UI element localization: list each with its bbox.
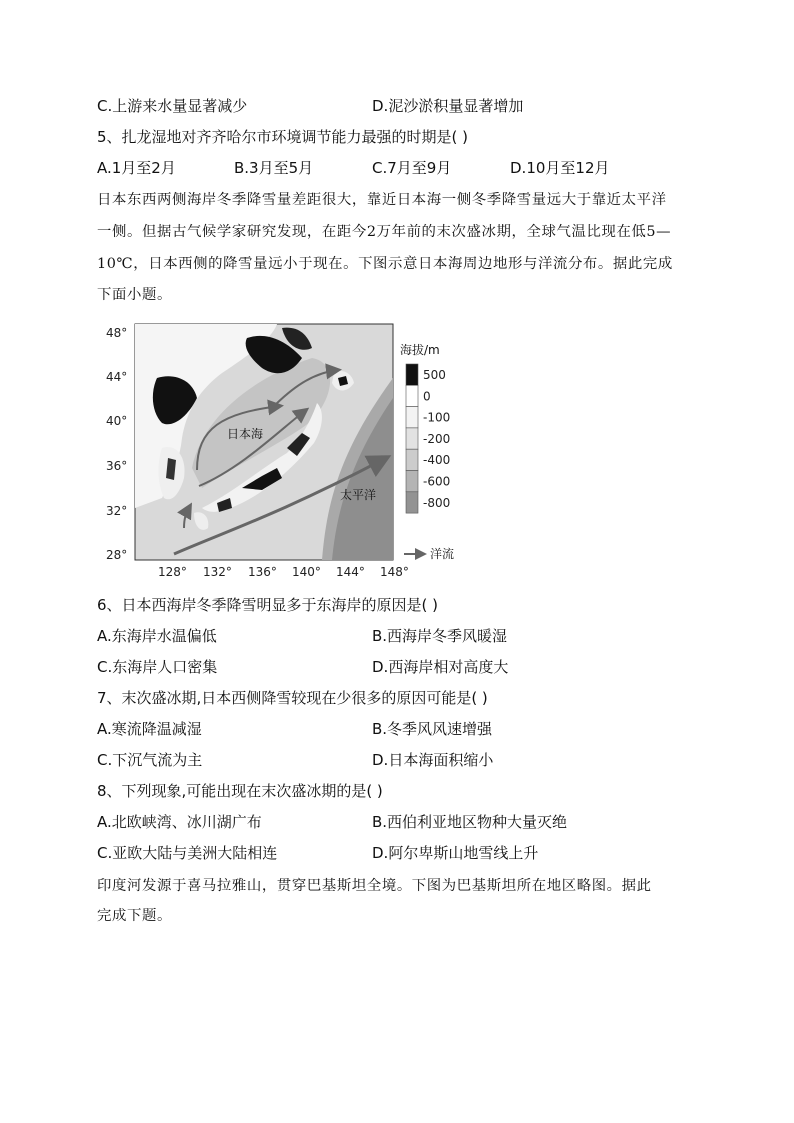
sea-label: 日本海 [227,427,264,441]
ocean-label: 太平洋 [340,488,377,502]
q4-option-d: D.泥沙淤积量显著增加 [372,97,524,115]
legend-value: -200 [423,431,451,446]
legend-title: 海拔/m [400,343,440,357]
passage2-line2: 完成下题。 [97,908,172,924]
q5-stem: 5、扎龙湿地对齐齐哈尔市环境调节能力最强的时期是( ) [97,128,469,146]
passage2-line1: 印度河发源于喜马拉雅山，贯穿巴基斯坦全境。下图为巴基斯坦所在地区略图。据此 [97,878,652,894]
legend-value: -800 [423,495,451,510]
legend-swatch [406,449,418,470]
current-legend-label: 洋流 [430,547,455,561]
legend-swatch [406,428,418,449]
lat-label: 32° [106,504,128,518]
legend-swatch [406,407,418,428]
legend-value: 500 [423,368,446,382]
passage1-line4: 下面小题。 [97,287,172,303]
elevation-legend [406,364,450,513]
q7-option-c: C.下沉气流为主 [97,751,203,769]
q5-option-b: B.3月至5月 [234,159,314,177]
q8-option-a: A.北欧峡湾、冰川湖广布 [97,813,262,831]
longitude-axis-labels [158,565,409,579]
lat-label: 44° [106,370,128,384]
q7-option-b: B.冬季风风速增强 [372,720,493,738]
q6-option-c: C.东海岸人口密集 [97,658,218,676]
q6-option-b: B.西海岸冬季风暖湿 [372,627,508,645]
lat-label: 28° [106,548,128,562]
lon-label: 148° [380,565,409,579]
legend-value: -400 [423,453,451,468]
q8-option-b: B.西伯利亚地区物种大量灭绝 [372,813,568,831]
lon-label: 128° [158,565,187,579]
japan-sea-map [102,318,472,579]
q8-option-d: D.阿尔卑斯山地雪线上升 [372,844,539,862]
lat-label: 48° [106,326,128,340]
q7-option-d: D.日本海面积缩小 [372,751,494,769]
lon-label: 140° [292,565,321,579]
lat-label: 36° [106,459,128,473]
q8-stem: 8、下列现象,可能出现在末次盛冰期的是( ) [97,782,383,800]
legend-value: -100 [423,410,451,425]
q6-option-d: D.西海岸相对高度大 [372,658,509,676]
q6-option-a: A.东海岸水温偏低 [97,627,217,645]
lon-label: 136° [248,565,277,579]
passage1-line1: 日本东西两侧海岸冬季降雪量差距很大，靠近日本海一侧冬季降雪量远大于靠近太平洋 [97,192,667,208]
q5-option-a: A.1月至2月 [97,159,176,177]
q5-option-c: C.7月至9月 [372,159,452,177]
lat-label: 40° [106,414,128,428]
passage1-line2: 一侧。但据古气候学家研究发现，在距今2万年前的末次盛冰期，全球气温比现在低5— [97,224,672,240]
legend-swatch [406,471,418,492]
legend-swatch [406,492,418,513]
latitude-axis-labels [106,326,127,562]
q8-option-c: C.亚欧大陆与美洲大陆相连 [97,844,278,862]
q7-option-a: A.寒流降温减湿 [97,720,202,738]
legend-swatch [406,385,418,406]
legend-value: -600 [423,474,451,489]
q6-stem: 6、日本西海岸冬季降雪明显多于东海岸的原因是( ) [97,596,439,614]
lon-label: 144° [336,565,365,579]
q7-stem: 7、末次盛冰期,日本西侧降雪较现在少很多的原因可能是( ) [97,689,488,707]
legend-swatch [406,364,418,385]
passage1-line3: 10℃，日本西侧的降雪量远小于现在。下图示意日本海周边地形与洋流分布。据此完成 [97,256,673,272]
q5-option-d: D.10月至12月 [510,159,610,177]
q4-option-c: C.上游来水量显著减少 [97,97,248,115]
legend-value: 0 [423,389,431,404]
lon-label: 132° [203,565,232,579]
